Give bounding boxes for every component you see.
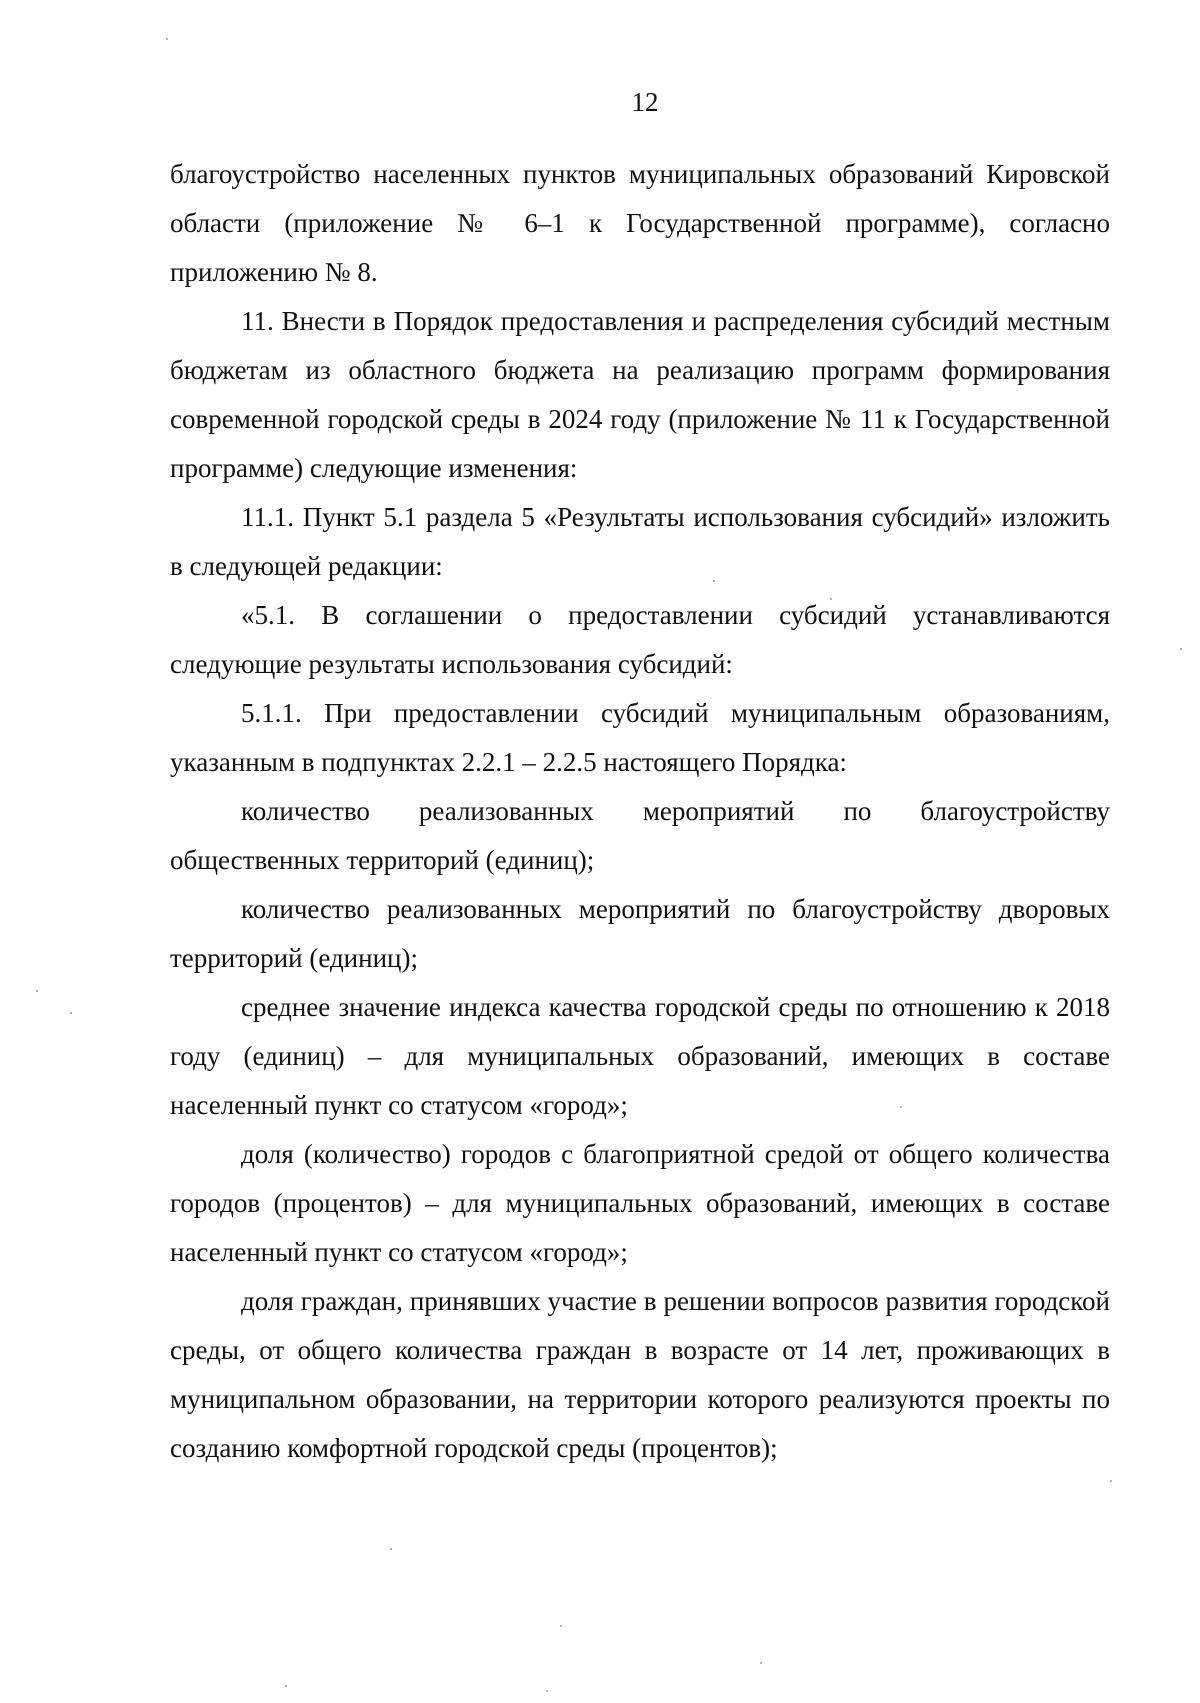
scan-speck [830, 598, 832, 600]
paragraph-item-5-1: «5.1. В соглашении о предоставлении субсидий устанавливаются следующие результаты использования субсидий: [170, 600, 1110, 679]
scan-speck [900, 1106, 902, 1108]
scan-speck [760, 1662, 762, 1664]
scan-speck [713, 580, 715, 582]
scan-speck [70, 1012, 72, 1014]
paragraph-intro: благоустройство населенных пунктов муниципальных образований Кировской области (приложение № 6–1 к Государственной программе), согласно приложению № 8. [170, 159, 1110, 287]
scan-speck [166, 38, 168, 40]
scan-speck [560, 1625, 562, 1627]
paragraph-item-5-1-1: 5.1.1. При предоставлении субсидий муниципальным образованиям, указанным в подпунктах 2.2.1 – 2.2.5 настоящего Порядка: [170, 698, 1110, 777]
paragraph-item-11: 11. Внести в Порядок предоставления и распределения субсидий местным бюджетам из областного бюджета на реализацию программ формирования современной городской среды в 2024 году (приложение № 11 к Государственной программе) следующие изменения: [170, 306, 1110, 483]
scan-speck [285, 1685, 287, 1687]
scan-speck [1110, 1480, 1112, 1482]
scan-speck [36, 990, 38, 992]
paragraph-result-share-citizens: доля граждан, принявших участие в решении вопросов развития городской среды, от общего количества граждан в возрасте от 14 лет, проживающих в муниципальном образовании, на территории которого реализуются проекты по созданию комфортной городской среды (процентов); [170, 1286, 1110, 1463]
scan-speck [1180, 648, 1182, 650]
document-body [170, 150, 1110, 1473]
scan-speck [390, 1548, 392, 1550]
paragraph-item-11-1: 11.1. Пункт 5.1 раздела 5 «Результаты использования субсидий» изложить в следующей редакции: [170, 502, 1110, 581]
scan-speck [546, 1690, 548, 1692]
page-number: 12 [631, 87, 659, 117]
paragraph-result-public-territories: количество реализованных мероприятий по благоустройству общественных территорий (единиц); [170, 796, 1110, 875]
paragraph-result-quality-index: среднее значение индекса качества городской среды по отношению к 2018 году (единиц) – для муниципальных образований, имеющих в составе населенный пункт со статусом «город»; [170, 992, 1110, 1120]
paragraph-result-share-cities: доля (количество) городов с благоприятной средой от общего количества городов (процентов) – для муниципальных образований, имеющих в составе населенный пункт со статусом «город»; [170, 1139, 1110, 1267]
paragraph-result-yard-territories: количество реализованных мероприятий по благоустройству дворовых территорий (единиц); [170, 894, 1110, 973]
